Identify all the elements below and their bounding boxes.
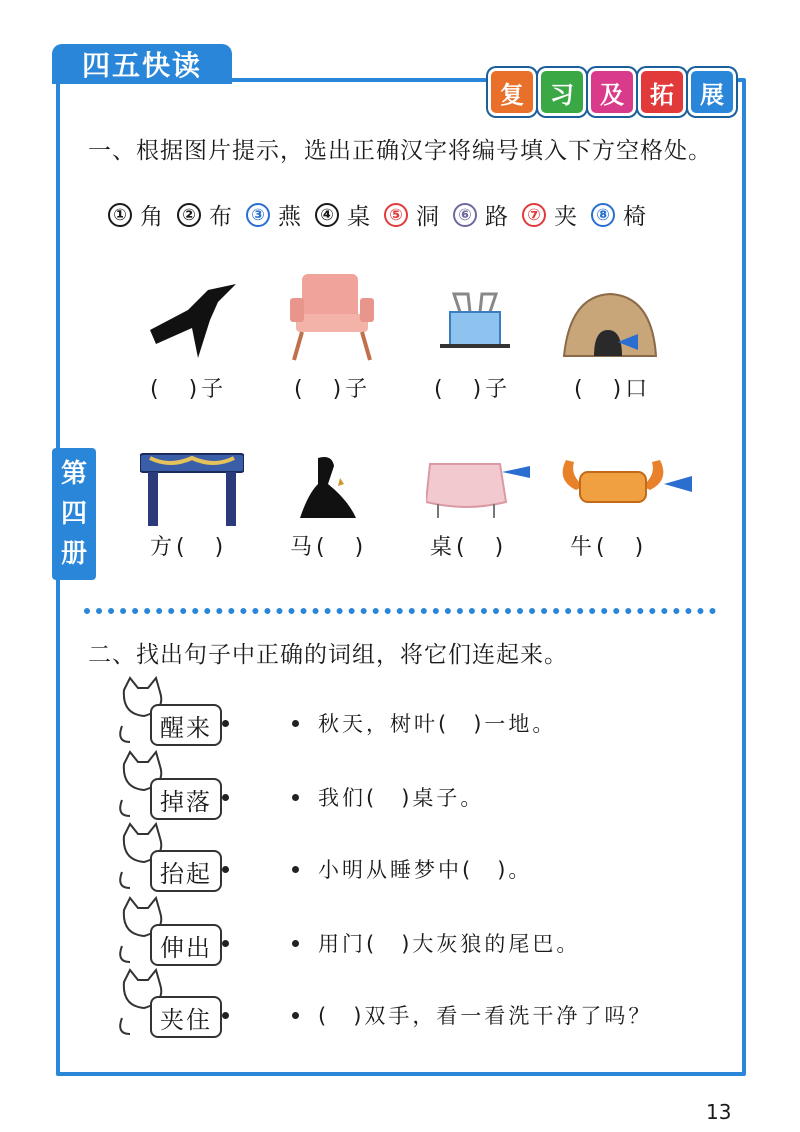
word-dot[interactable] xyxy=(222,940,229,947)
option-4 xyxy=(315,198,370,231)
section1-title: 一、根据图片提示，选出正确汉字将编号填入下方空格处。 xyxy=(88,138,712,164)
badge-5: 展 xyxy=(688,68,736,116)
caption-square: 方( ) xyxy=(150,535,228,560)
word-dot[interactable] xyxy=(222,794,229,801)
sentence-dot[interactable] xyxy=(292,866,299,873)
word-dot[interactable] xyxy=(222,866,229,873)
section2-title: 二、找出句子中正确的词组，将它们连起来。 xyxy=(88,642,568,668)
option-char: 路 xyxy=(485,204,508,230)
sentence-dot[interactable] xyxy=(292,794,299,801)
volume-tab-char-3: 册 xyxy=(60,539,87,569)
sentence-dot[interactable] xyxy=(292,940,299,947)
word-option[interactable]: 伸出 xyxy=(150,924,222,966)
sentence-item: 秋天，树叶( )一地。 xyxy=(318,712,557,736)
volume-tab-char-1: 第 xyxy=(60,459,87,489)
word-dot[interactable] xyxy=(222,720,229,727)
character-options xyxy=(108,198,646,231)
sentence-item: ( )双手，看一看洗干净了吗？ xyxy=(318,1004,653,1028)
option-1 xyxy=(108,198,163,231)
section-divider xyxy=(84,608,716,614)
option-7 xyxy=(522,198,577,231)
word-option[interactable]: 醒来 xyxy=(150,704,222,746)
word-option[interactable]: 掉落 xyxy=(150,778,222,820)
word-dot[interactable] xyxy=(222,1012,229,1019)
option-number: ③ xyxy=(246,203,270,227)
sentence-item: 用门( )大灰狼的尾巴。 xyxy=(318,932,581,956)
cave-image xyxy=(560,290,660,360)
armchair-image xyxy=(290,270,378,362)
option-2 xyxy=(177,198,232,231)
review-badges xyxy=(488,68,736,116)
road-image xyxy=(298,454,358,520)
badge-3: 及 xyxy=(588,68,636,116)
option-char: 布 xyxy=(209,204,232,230)
word-option[interactable]: 抬起 xyxy=(150,850,222,892)
option-number: ⑥ xyxy=(453,203,477,227)
option-number: ① xyxy=(108,203,132,227)
option-number: ⑤ xyxy=(384,203,408,227)
tablecloth-image xyxy=(426,456,530,520)
sentence-dot[interactable] xyxy=(292,720,299,727)
binder-clip-image xyxy=(440,290,510,354)
option-number: ⑦ xyxy=(522,203,546,227)
option-char: 燕 xyxy=(278,204,301,230)
caption-ox: 牛( ) xyxy=(570,535,648,560)
caption-swallow: ( )子 xyxy=(150,377,228,402)
caption-clip: ( )子 xyxy=(434,377,512,402)
option-number: ② xyxy=(177,203,201,227)
option-char: 角 xyxy=(140,204,163,230)
option-3 xyxy=(246,198,301,231)
book-title: 四五快读 xyxy=(52,44,232,84)
badge-1: 复 xyxy=(488,68,536,116)
sentence-item: 小明从睡梦中( )。 xyxy=(318,858,533,882)
option-char: 夹 xyxy=(554,204,577,230)
caption-cave: ( )口 xyxy=(574,377,652,402)
volume-tab-char-2: 四 xyxy=(60,499,87,529)
volume-tab xyxy=(52,448,96,580)
horned-hat-image xyxy=(556,456,696,506)
option-number: ⑧ xyxy=(591,203,615,227)
option-char: 洞 xyxy=(416,204,439,230)
option-number: ④ xyxy=(315,203,339,227)
caption-horse: 马( ) xyxy=(290,535,368,560)
sentence-dot[interactable] xyxy=(292,1012,299,1019)
word-option[interactable]: 夹住 xyxy=(150,996,222,1038)
option-6 xyxy=(453,198,508,231)
option-5 xyxy=(384,198,439,231)
swallow-image xyxy=(148,280,238,360)
option-char: 桌 xyxy=(347,204,370,230)
caption-chair: ( )子 xyxy=(294,377,372,402)
option-char: 椅 xyxy=(623,204,646,230)
badge-4: 拓 xyxy=(638,68,686,116)
square-table-image xyxy=(140,448,244,528)
sentence-item: 我们( )桌子。 xyxy=(318,786,485,810)
option-8 xyxy=(591,198,646,231)
badge-2: 习 xyxy=(538,68,586,116)
caption-table: 桌( ) xyxy=(430,535,508,560)
page-number: 13 xyxy=(706,1100,732,1124)
